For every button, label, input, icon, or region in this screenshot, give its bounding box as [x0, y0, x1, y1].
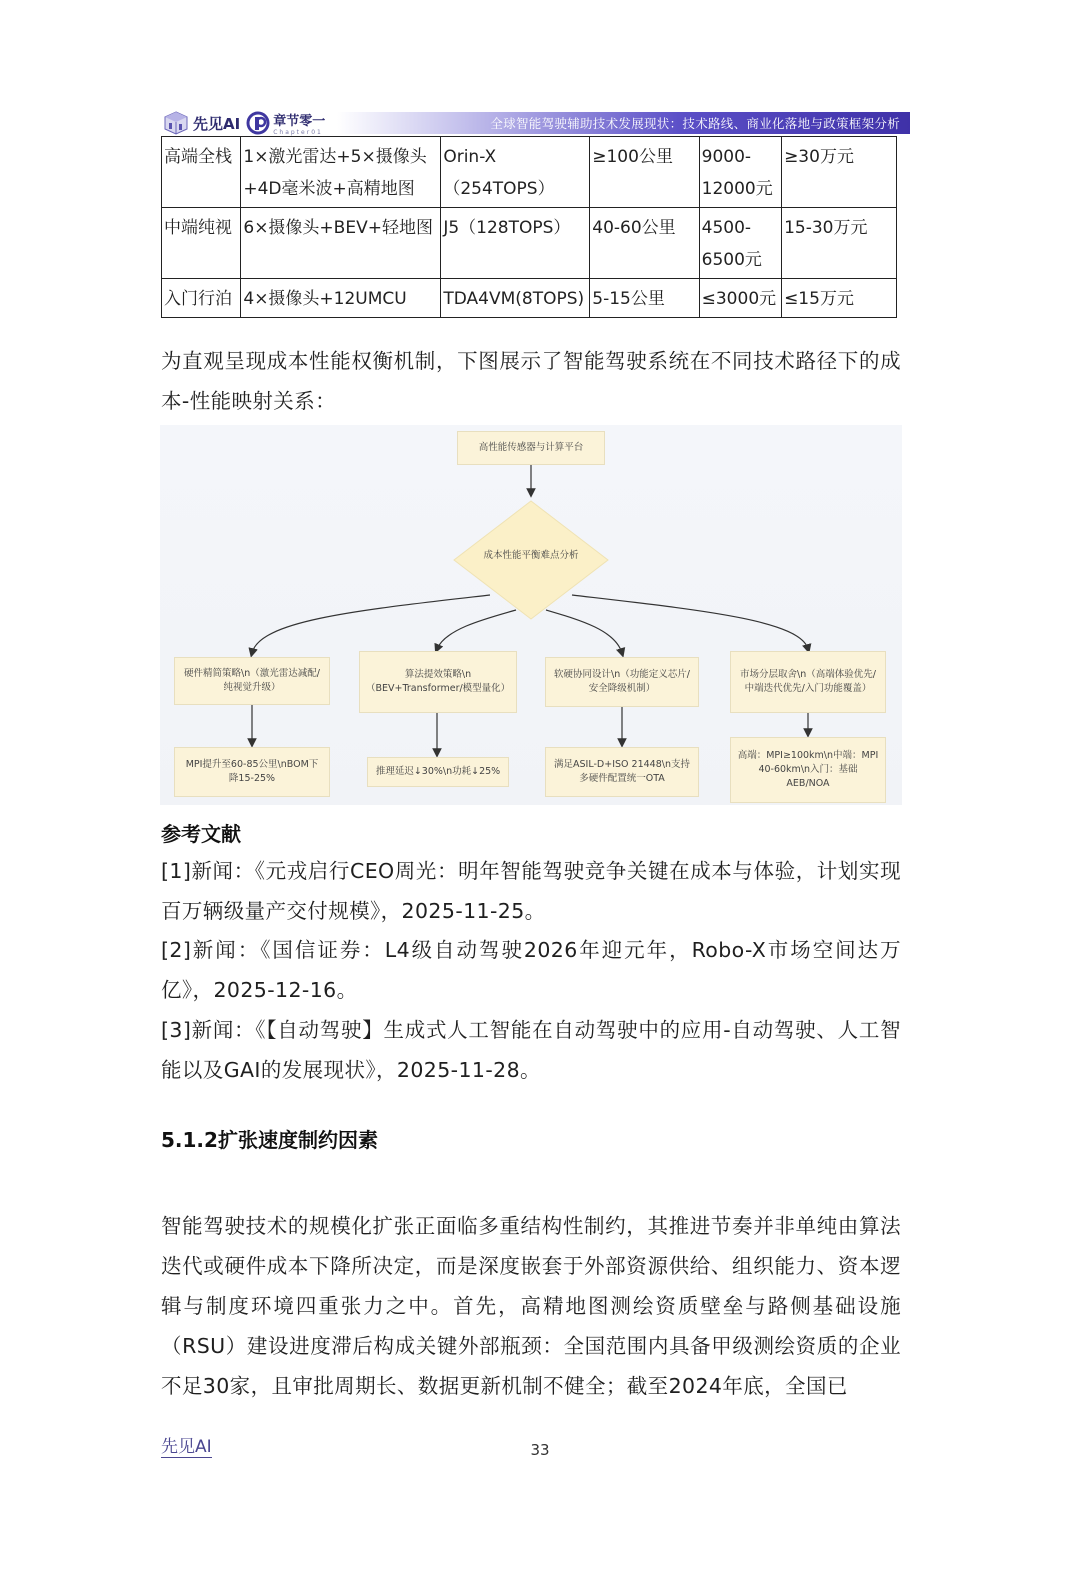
table-cell: Orin-X（254TOPS） — [441, 137, 590, 208]
table-row — [162, 137, 897, 208]
table-cell: 中端纯视 — [162, 208, 241, 279]
banner-title: 全球智能驾驶辅助技术发展现状：技术路线、商业化落地与政策框架分析 — [490, 116, 900, 131]
section-body: 智能驾驶技术的规模化扩张正面临多重结构性制约，其推进节奏并非单纯由算法迭代或硬件成本下降所决定，而是深度嵌套于外部资源供给、组织能力、资本逻辑与制度环境四重张力之中。首先，高精地图测绘资质壁垒与路侧基础设施（RSU）建设进度滞后构成关键外部瓶颈：全国范围内具备甲级测绘资质的企业不足30家，且审批周期长、数据更新机制不健全；截至2024年底，全国已 — [161, 1214, 901, 1398]
flow-node-strategy: 软硬协同设计\n（功能定义芯片/安全降级机制） — [545, 657, 699, 707]
header-logos — [163, 110, 331, 136]
flow-node-outcome: 高端：MPI≥100km\n中端：MPI 40-60km\n入门：基础AEB/NOA — [730, 737, 886, 803]
chapter-brand-block — [273, 110, 325, 136]
connector-line — [437, 610, 516, 649]
table-cell: 高端全栈 — [162, 137, 241, 208]
header-banner — [337, 112, 910, 134]
cube-logo-icon — [163, 111, 189, 135]
chapter-logo-icon — [246, 111, 270, 135]
section-title: 5.1.2扩张速度制约因素 — [161, 1128, 378, 1152]
table-cell: 6×摄像头+BEV+轻地图 — [241, 208, 441, 279]
table-cell: 入门行泊 — [162, 279, 241, 318]
flow-node-outcome: MPI提升至60-85公里\nBOM下降15-25% — [174, 747, 330, 797]
flow-node-top: 高性能传感器与计算平台 — [457, 431, 605, 465]
table-cell: 4×摄像头+12UMCU — [241, 279, 441, 318]
table-cell: 40-60公里 — [590, 208, 699, 279]
connector-line — [252, 595, 490, 653]
table-cell: 1×激光雷达+5×摄像头+4D毫米波+高精地图 — [241, 137, 441, 208]
header-brand: 先见AI — [193, 114, 241, 133]
connector-line — [546, 610, 622, 653]
table-cell: J5（128TOPS） — [441, 208, 590, 279]
flow-node-strategy: 算法提效策略\n（BEV+Transformer/模型量化） — [359, 651, 517, 713]
intro-paragraph: 为直观呈现成本性能权衡机制，下图展示了智能驾驶系统在不同技术路径下的成本-性能映射关系： — [161, 349, 901, 413]
table-cell: TDA4VM(8TOPS) — [441, 279, 590, 318]
table-cell: 4500-6500元 — [699, 208, 781, 279]
reference-item: [2]新闻：《国信证券：L4级自动驾驶2026年迎元年，Robo-X市场空间达万亿》，2025-12-16。 — [161, 938, 901, 1002]
reference-item: [1]新闻：《元戎启行CEO周光：明年智能驾驶竞争关键在成本与体验，计划实现百万辆级量产交付规模》，2025-11-25。 — [161, 859, 901, 923]
solution-tier-table — [161, 136, 897, 318]
table-cell: 15-30万元 — [782, 208, 897, 279]
table-row — [162, 279, 897, 318]
table-cell: ≥100公里 — [590, 137, 699, 208]
page-header — [163, 110, 910, 136]
table-cell: ≤3000元 — [699, 279, 781, 318]
footer-brand: 先见AI — [161, 1437, 212, 1457]
flow-node-strategy: 市场分层取舍\n（高端体验优先/中端迭代优先/入门功能覆盖） — [730, 651, 886, 713]
page-number: 33 — [530, 1441, 550, 1459]
table-cell: 9000-12000元 — [699, 137, 781, 208]
table-cell: 5-15公里 — [590, 279, 699, 318]
connector-line — [572, 595, 808, 649]
reference-item: [3]新闻：《【自动驾驶】生成式人工智能在自动驾驶中的应用-自动驾驶、人工智能以及GAI的发展现状》，2025-11-28。 — [161, 1018, 901, 1082]
table-row — [162, 208, 897, 279]
table-cell: ≤15万元 — [782, 279, 897, 318]
flow-node-outcome: 推理延迟↓30%\n功耗↓25% — [367, 757, 509, 787]
flow-node-outcome: 满足ASIL-D+ISO 21448\n支持多硬件配置统一OTA — [545, 747, 699, 797]
flow-node-strategy: 硬件精简策略\n（激光雷达减配/纯视觉升级） — [174, 657, 330, 705]
chapter-brand: 章节零一 — [273, 114, 326, 129]
references-title: 参考文献 — [161, 822, 241, 846]
flow-node-decision: 成本性能平衡难点分析 — [483, 550, 579, 561]
chapter-sub: Chapter01 — [273, 129, 323, 136]
table-cell: ≥30万元 — [782, 137, 897, 208]
cost-performance-flowchart — [160, 425, 902, 805]
